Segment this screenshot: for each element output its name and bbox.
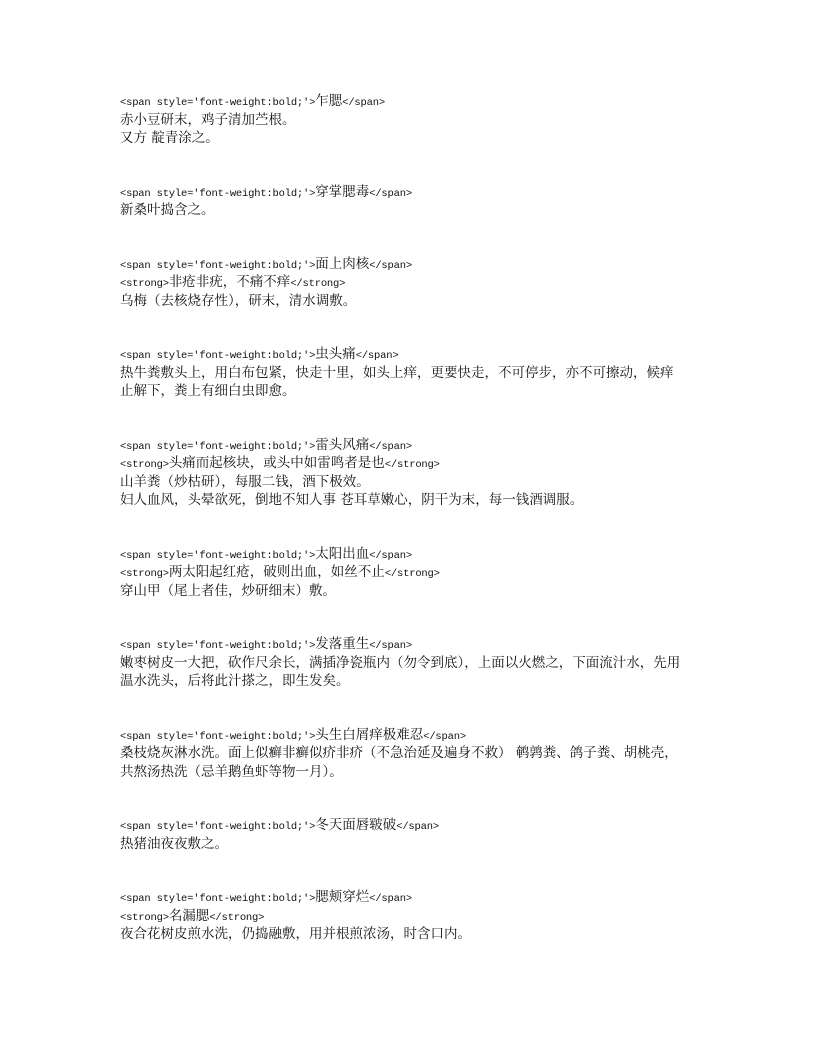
markup-tag-open: <span style='font-weight:bold;'>	[120, 821, 316, 833]
entry-body-line	[120, 763, 720, 782]
entry	[120, 92, 720, 148]
entry-subtitle	[120, 563, 720, 582]
entry-body-line-text: 热牛粪敷头上，用白布包紧，快走十里，如头上痒，更要快走，不可停步，亦不可擦动，候痒	[120, 364, 674, 381]
markup-tag-close: </span>	[423, 730, 466, 743]
entry-title-text: 雷头风痛	[315, 436, 370, 453]
entry-body-line-text: 嫩枣树皮一大把，砍作尺余长，满插净瓷瓶内（勿令到底），上面以火燃之，下面流汁水，先用	[120, 654, 681, 671]
entry-body-line	[120, 364, 720, 383]
entry-title-text: 乍腮	[315, 93, 343, 109]
markup-tag-close: </span>	[369, 187, 412, 200]
markup-tag-open: <span style='font-weight:bold;'>	[120, 350, 316, 362]
markup-tag-open: <span style='font-weight:bold;'>	[120, 893, 316, 905]
entry-title	[120, 92, 720, 111]
entry	[120, 545, 720, 601]
entry	[120, 436, 720, 510]
entry-subtitle-text: 非疮非疣，不痛不痒	[168, 274, 291, 290]
markup-tag-open: <span style='font-weight:bold;'>	[120, 440, 316, 453]
entry-subtitle	[120, 907, 720, 926]
entry-body-line	[120, 292, 720, 311]
entry-subtitle	[120, 273, 720, 292]
markup-tag-open: <span style='font-weight:bold;'>	[120, 640, 316, 652]
markup-tag-close: </strong>	[209, 911, 265, 924]
entry-title	[120, 726, 720, 745]
entry-body-line-text: 又方 靛青涂之。	[120, 130, 219, 146]
markup-tag-open: <span style='font-weight:bold;'>	[120, 549, 316, 562]
entry-body-line	[120, 382, 720, 401]
markup-tag-open: <span style='font-weight:bold;'>	[120, 97, 316, 109]
markup-tag-open: <strong>	[120, 568, 169, 580]
entry-body-line-text: 止解下，粪上有细白虫即愈。	[120, 383, 296, 399]
markup-tag-close: </span>	[369, 440, 412, 453]
markup-tag-open: <span style='font-weight:bold;'>	[120, 730, 316, 743]
entry-title-text: 太阳出血	[315, 545, 370, 562]
entry-body-line-text: 乌梅（去核烧存性），研末，清水调敷。	[120, 292, 357, 309]
markup-tag-close: </strong>	[290, 278, 346, 290]
entry-body-line-text: 热猪油夜夜敷之。	[120, 835, 228, 852]
entry-title	[120, 183, 720, 202]
entry-title-text: 头生白屑痒极难忍	[315, 726, 424, 743]
entry-title-text: 面上肉核	[315, 255, 370, 272]
markup-tag-close: </span>	[355, 350, 399, 362]
entry	[120, 255, 720, 311]
entry	[120, 888, 720, 944]
entry-title	[120, 345, 720, 364]
entry-body-line	[120, 473, 720, 492]
entry-title-text: 虫头痛	[315, 346, 356, 362]
markup-tag-close: </span>	[396, 821, 439, 833]
entry-subtitle	[120, 454, 720, 473]
entry-title	[120, 888, 720, 907]
entry-title	[120, 635, 720, 654]
markup-tag-open: <span style='font-weight:bold;'>	[120, 259, 316, 272]
entry-body-line	[120, 672, 720, 691]
entry-body-line-text: 赤小豆研末，鸡子清加苎根。	[120, 111, 296, 128]
entry-body-line-text: 共熬汤热洗（忌羊鹅鱼虾等物一月）。	[120, 763, 343, 780]
entry-body-line-text: 新桑叶捣含之。	[120, 202, 215, 218]
document-page	[120, 92, 720, 979]
entry-title	[120, 545, 720, 564]
entry-body-line-text: 妇人血风，头晕欲死，倒地不知人事 苍耳草嫩心，阴干为末，每一钱酒调服。	[120, 492, 584, 508]
markup-tag-close: </span>	[342, 97, 385, 109]
entry	[120, 726, 720, 782]
markup-tag-close: </span>	[369, 893, 412, 905]
markup-tag-open: <strong>	[120, 459, 169, 471]
entry-title-text: 发落重生	[315, 636, 370, 652]
entry-body-line-text: 穿山甲（尾上者佳，炒研细末）敷。	[120, 582, 336, 599]
markup-tag-close: </span>	[369, 259, 412, 272]
entry-subtitle-text: 头痛而起核块，或头中如雷鸣者是也	[168, 455, 385, 471]
markup-tag-open: <strong>	[120, 278, 169, 290]
entry-body-line	[120, 491, 720, 510]
entry-body-line-text: 山羊粪（炒枯研），每服二钱，酒下极效。	[120, 473, 370, 490]
entry-body-line	[120, 744, 720, 763]
entry-title	[120, 436, 720, 455]
markup-tag-close: </span>	[369, 640, 412, 652]
entry	[120, 635, 720, 691]
entry-body-line	[120, 835, 720, 854]
entry-subtitle-text: 名漏腮	[168, 907, 210, 924]
entry	[120, 183, 720, 220]
entry-body-line-text: 温水洗头，后将此汁搽之，即生发矣。	[120, 673, 350, 689]
entry-title	[120, 816, 720, 835]
entry-title	[120, 255, 720, 274]
entry-body-line	[120, 925, 720, 944]
entry-body-line	[120, 201, 720, 220]
entry-subtitle-text: 两太阳起红疮，破则出血，如丝不止	[168, 564, 385, 580]
entry-body-line-text: 桑枝烧灰淋水洗。面上似癣非癣似疥非疥（不急治延及遍身不救） 鹌鹑粪、鸽子粪、胡桃壳，	[120, 745, 678, 761]
entry	[120, 345, 720, 401]
entry	[120, 816, 720, 853]
markup-tag-close: </strong>	[384, 568, 440, 580]
markup-tag-open: <strong>	[120, 911, 169, 924]
markup-tag-open: <span style='font-weight:bold;'>	[120, 187, 316, 200]
markup-tag-close: </span>	[369, 549, 412, 562]
entry-body-line	[120, 654, 720, 673]
markup-tag-close: </strong>	[384, 459, 440, 471]
entry-title-text: 冬天面唇皲破	[315, 817, 397, 833]
entry-title-text: 穿掌腮毒	[315, 183, 370, 200]
entry-body-line	[120, 582, 720, 601]
entry-body-line	[120, 129, 720, 148]
entry-title-text: 腮颊穿烂	[315, 889, 370, 905]
entry-body-line-text: 夜合花树皮煎水洗，仍捣融敷，用并根煎浓汤，时含口内。	[120, 926, 471, 942]
entry-body-line	[120, 111, 720, 130]
